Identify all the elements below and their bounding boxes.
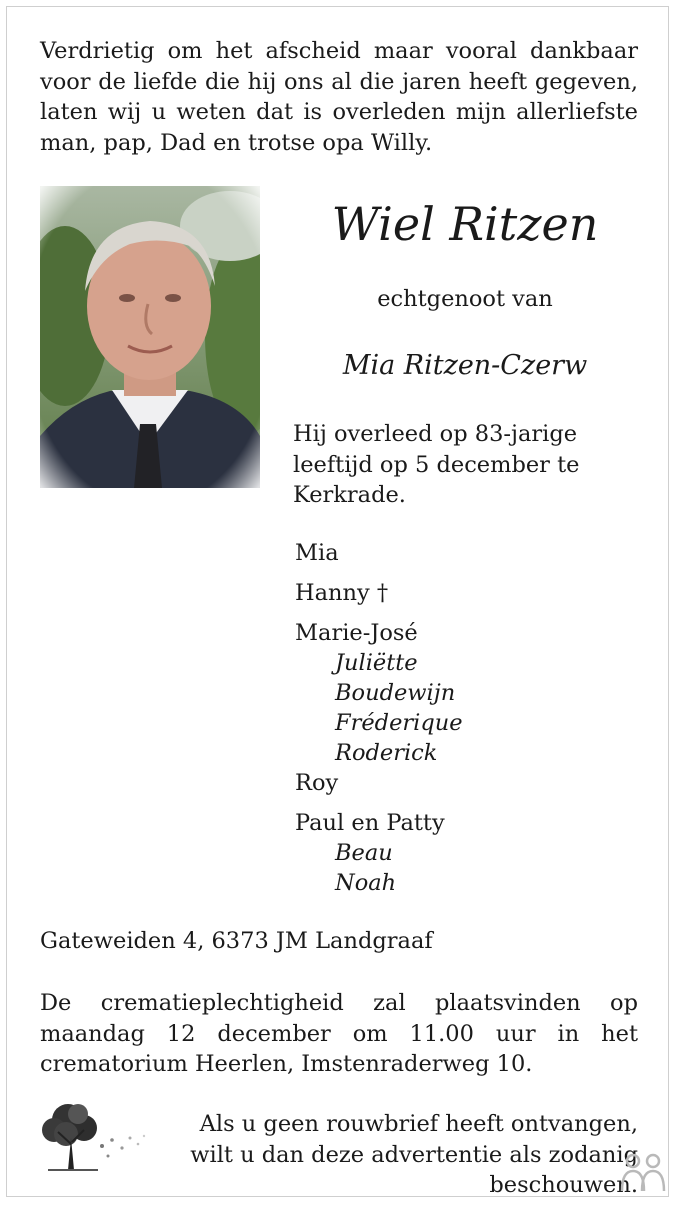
address: Gateweiden 4, 6373 JM Landgraaf (40, 928, 433, 954)
family-list (295, 538, 463, 898)
family-member: Roy (295, 770, 339, 796)
family-member: Marie-José (295, 620, 418, 646)
intro-text: Verdrietig om het afscheid maar vooral dankbaar voor de liefde die hij ons al die jaren heeft gegeven, laten wij u weten dat is overleden mijn allerliefste man, pap, Dad en trotse opa Willy. (40, 38, 638, 156)
ceremony-info: De crematieplechtigheid zal plaatsvinden op maandag 12 december om 11.00 uur in het crematorium Heerlen, Imstenraderweg 10. (40, 990, 638, 1077)
grandchild: Boudewijn (335, 680, 456, 706)
portrait-photo (40, 186, 260, 488)
deceased-name: Wiel Ritzen (331, 197, 599, 251)
family-member: Hanny † (295, 580, 389, 606)
family-member: Paul en Patty (295, 810, 445, 836)
notice-text: Als u geen rouwbrief heeft ontvangen, wilt u dan deze advertentie als zodanig beschouwen. (190, 1111, 638, 1198)
grandchild: Noah (335, 870, 397, 896)
death-notice: Hij overleed op 83-jarige leeftijd op 5 december te Kerkrade. (293, 421, 580, 508)
spouse-intro: echtgenoot van (377, 286, 553, 312)
grandchild: Fréderique (335, 710, 463, 736)
tree-icon (38, 1100, 150, 1174)
family-member: Mia (295, 540, 339, 566)
grandchild: Juliëtte (335, 650, 418, 676)
grandchild: Beau (335, 840, 393, 866)
grandchild: Roderick (335, 740, 438, 766)
spouse-name: Mia Ritzen-Czerw (342, 350, 588, 381)
family-logo-icon (619, 1149, 667, 1193)
